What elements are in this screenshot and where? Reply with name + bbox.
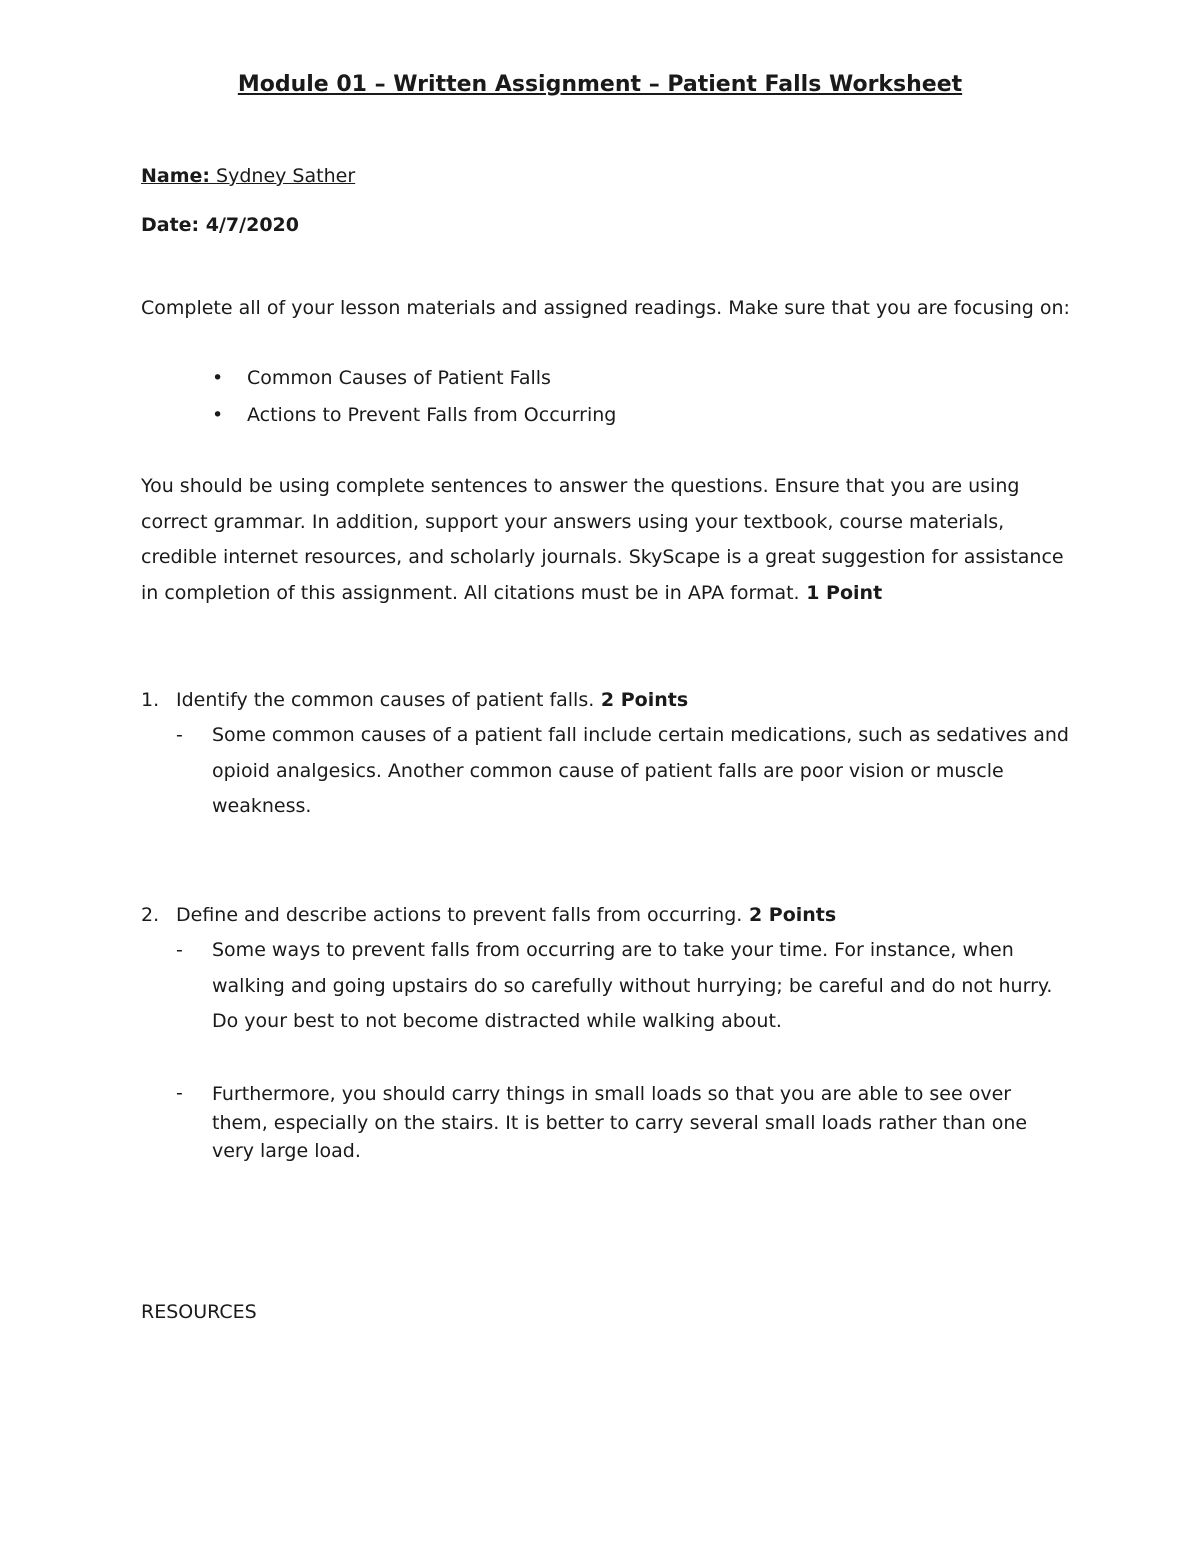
question-text (176, 904, 836, 926)
bullet-item: Common Causes of Patient Falls (247, 367, 551, 389)
question-number: 1. (141, 689, 160, 711)
dash-marker: - (176, 1082, 183, 1104)
name-label: Name: (141, 165, 211, 187)
date-field (141, 214, 299, 236)
name-value: Sydney Sather (210, 165, 356, 187)
document-title: Module 01 – Written Assignment – Patient Falls Worksheet (237, 72, 963, 97)
instructions-paragraph (141, 469, 1081, 611)
intro-paragraph: Complete all of your lesson materials and assigned readings. Make sure that you are focusing on: (141, 297, 1070, 319)
question-points: 2 Points (594, 689, 689, 711)
question-prompt: Identify the common causes of patient falls. (176, 689, 595, 711)
answer-text: Furthermore, you should carry things in small loads so that you are able to see over them, especially on the stairs. It is better to carry several small loads rather than one very large load. (212, 1083, 1028, 1162)
bullet-item: Actions to Prevent Falls from Occurring (247, 404, 617, 426)
instructions-points: 1 Point (799, 581, 883, 604)
question-points: 2 Points (742, 904, 837, 926)
bullet-icon: • (212, 367, 224, 389)
date-label: Date: 4/7/2020 (141, 214, 299, 236)
bullet-icon: • (212, 404, 224, 426)
dash-marker: - (176, 939, 183, 961)
name-field (141, 165, 355, 187)
question-number: 2. (141, 904, 160, 926)
dash-marker: - (176, 724, 183, 746)
resources-heading: RESOURCES (141, 1301, 257, 1323)
question-prompt: Define and describe actions to prevent falls from occurring. (176, 904, 743, 926)
answer-text: Some ways to prevent falls from occurring are to take your time. For instance, when walking and going upstairs do so carefully without hurrying; be careful and do not hurry. Do your best to not become distracted while walking about. (212, 939, 1053, 1032)
question-text (176, 689, 688, 711)
answer-text: Some common causes of a patient fall include certain medications, such as sedatives and opioid analgesics. Another common cause of patient falls are poor vision or muscle weakness. (212, 724, 1069, 817)
instructions-text: You should be using complete sentences to answer the questions. Ensure that you are using correct grammar. In addition, support your answers using your textbook, course materials, credible internet resources, and scholarly journals. SkyScape is a great suggestion for assistance in completion of this assignment. All citations must be in APA format. (141, 475, 1064, 604)
